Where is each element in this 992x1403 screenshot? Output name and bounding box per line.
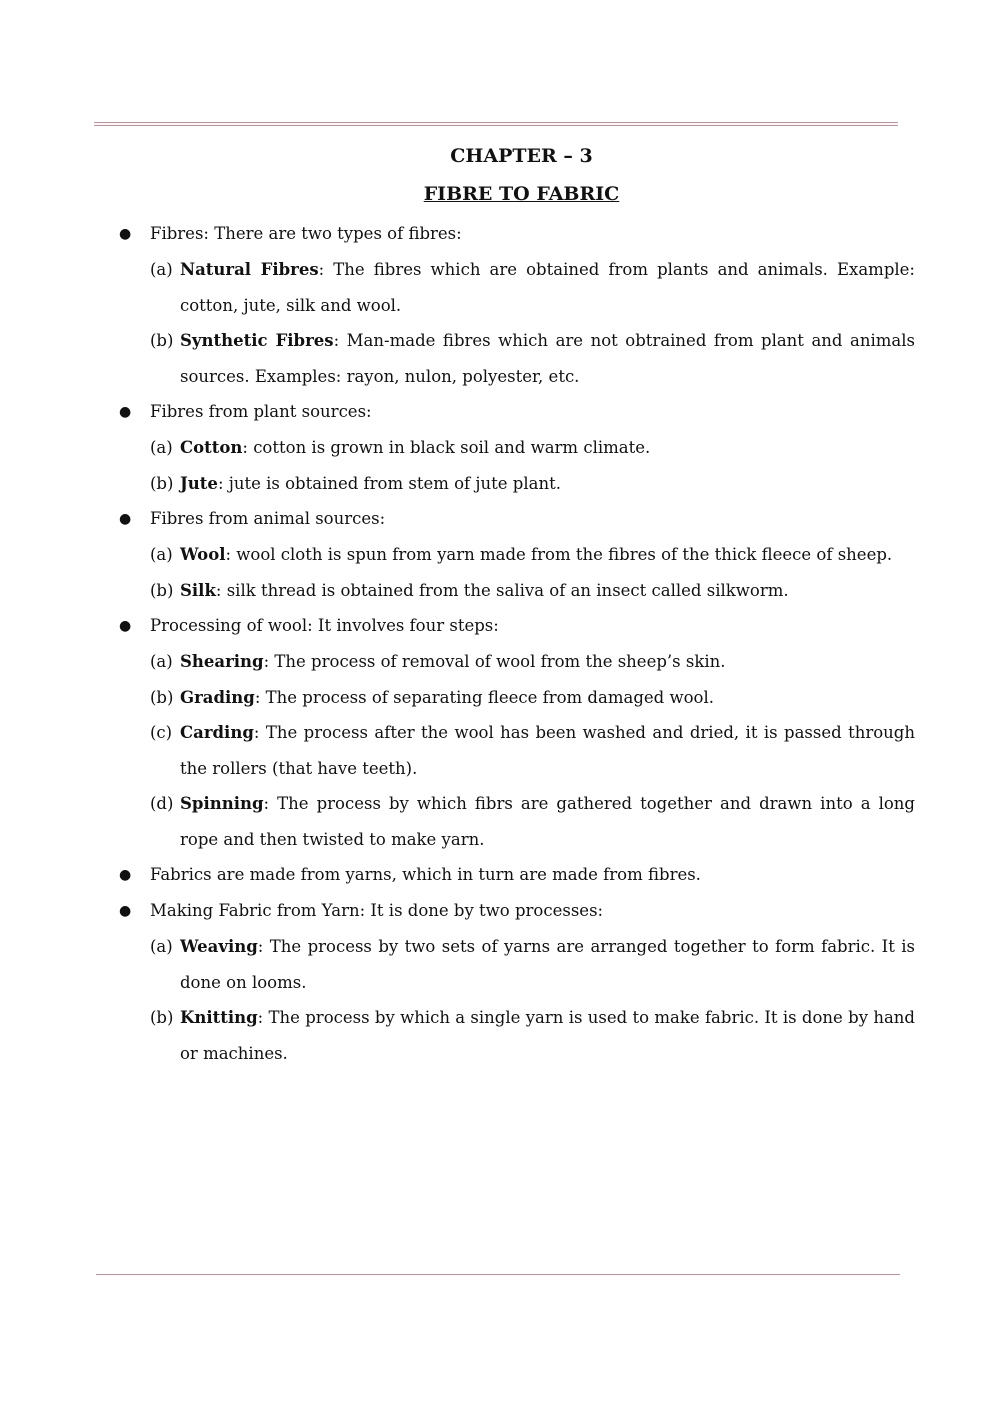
list-item [112,644,915,680]
list-item [112,1000,915,1071]
item-term: Synthetic Fibres [180,331,334,350]
bullet-icon: ● [119,867,132,883]
list-item [112,252,915,323]
list-item [112,573,915,609]
item-text: : The process after the wool has been washed and dried, it is passed through the rollers (that have teeth). [180,723,915,778]
bullet-icon: ● [119,226,132,242]
bullet-section [112,394,915,501]
list-item [112,430,915,466]
item-text: : jute is obtained from stem of jute plant. [217,473,561,493]
item-term: Shearing [180,652,264,671]
item-marker: (b) [150,473,174,493]
bullet-text: Fibres from animal sources: [150,509,386,528]
item-text: : The process by which fibrs are gathered together and drawn into a long rope and then twisted to make yarn. [180,794,915,849]
item-term: Silk [180,580,216,600]
bullet-section [112,216,915,394]
bullet-text: Making Fabric from Yarn: It is done by two processes: [150,901,604,920]
item-text: : wool cloth is spun from yarn made from the fibres of the thick fleece of sheep. [225,545,893,564]
chapter-title: FIBRE TO FABRIC [423,183,620,205]
list-item [112,715,915,786]
item-text: : The process by two sets of yarns are arranged together to form fabric. It is done on looms. [180,937,915,992]
item-marker: (b) [150,331,174,350]
item-term: Carding [180,723,254,742]
list-item [112,323,915,394]
bullet-icon: ● [119,618,132,634]
bullet-section [112,857,915,893]
item-marker: (b) [150,580,174,600]
item-marker: (a) [150,438,173,457]
bottom-rule [96,1274,900,1275]
bullet-section [112,608,915,857]
bullet-section [112,893,915,1071]
item-text: : cotton is grown in black soil and warm climate. [242,438,651,457]
chapter-heading: CHAPTER – 3 [450,145,593,167]
item-text: : The process of separating fleece from damaged wool. [254,687,714,707]
list-item [112,929,915,1000]
bullet-icon: ● [119,903,132,919]
item-text: : The process by which a single yarn is used to make fabric. It is done by hand or machines. [180,1008,915,1063]
item-term: Grading [180,687,255,707]
list-item [112,786,915,857]
item-term: Natural Fibres [180,260,319,279]
bullet-text: Processing of wool: It involves four steps: [150,616,499,635]
item-text: : silk thread is obtained from the saliva of an insect called silkworm. [215,580,789,600]
item-marker: (c) [150,723,173,742]
item-marker: (d) [150,794,174,813]
top-rule [94,122,898,126]
list-item [112,680,915,716]
item-term: Spinning [180,794,264,813]
item-term: Cotton [180,438,243,457]
list-item [112,537,915,573]
item-marker: (b) [150,687,174,707]
bullet-icon: ● [119,404,132,420]
bullet-text: Fibres from plant sources: [150,402,372,421]
bullet-text: Fibres: There are two types of fibres: [150,224,462,243]
item-text: : The fibres which are obtained from plants and animals. Example: cotton, jute, silk and wool. [180,260,915,315]
item-marker: (a) [150,937,173,956]
item-term: Jute [180,473,218,493]
item-marker: (b) [150,1008,174,1027]
item-marker: (a) [150,652,173,671]
item-text: : The process of removal of wool from the sheep’s skin. [263,652,726,671]
item-text: : Man-made fibres which are not obtrained from plant and animals sources. Examples: rayon, nulon, polyester, etc. [180,331,915,386]
item-term: Wool [180,545,226,564]
bullet-text: Fabrics are made from yarns, which in turn are made from fibres. [150,865,701,884]
bullet-section [112,501,915,608]
page-body [112,140,915,1071]
bullet-icon: ● [119,511,132,527]
item-term: Knitting [180,1008,258,1027]
item-marker: (a) [150,260,173,279]
item-marker: (a) [150,545,173,564]
item-term: Weaving [180,937,258,956]
list-item [112,466,915,502]
